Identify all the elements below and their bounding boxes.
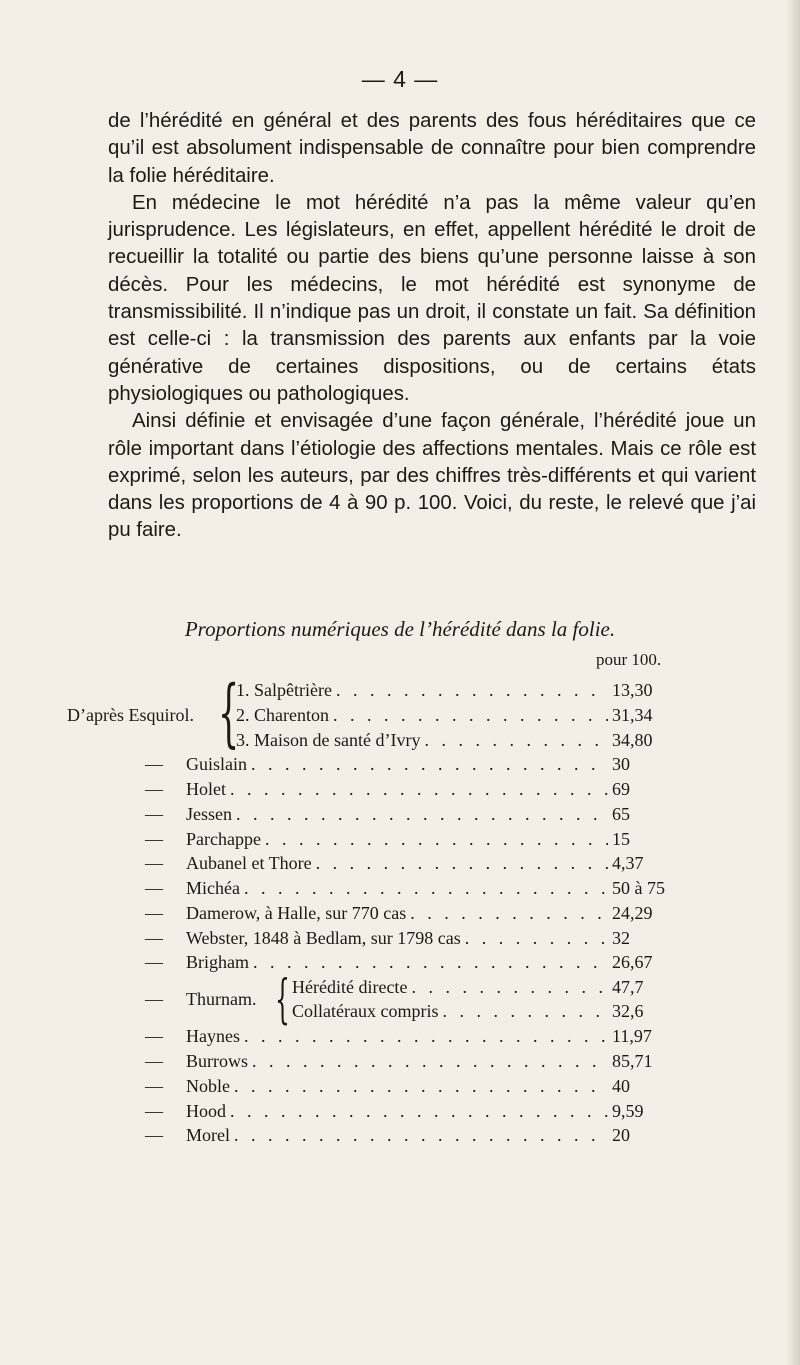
- row-value: 69: [612, 779, 630, 799]
- ditto-dash: —: [145, 829, 163, 849]
- row-value: 50 à 75: [612, 878, 665, 898]
- table-row: [0, 705, 800, 729]
- table-row: [0, 1125, 800, 1149]
- row-label: Guislain: [186, 754, 247, 774]
- table-row: [0, 804, 800, 828]
- ditto-dash: —: [145, 1026, 163, 1046]
- row-label: Haynes: [186, 1026, 240, 1046]
- row-value: 40: [612, 1076, 630, 1096]
- row-label: Jessen: [186, 804, 232, 824]
- row-value: 34,80: [612, 730, 653, 750]
- row-value: 31,34: [612, 705, 653, 725]
- row-value: 32,6: [612, 1001, 644, 1021]
- ditto-dash: —: [145, 1125, 163, 1145]
- table-caption: Proportions numériques de l’hérédité dans la folie.: [184, 617, 616, 641]
- row-value: 65: [612, 804, 630, 824]
- ditto-dash: —: [145, 928, 163, 948]
- row-value: 11,97: [612, 1026, 652, 1046]
- row-value: 32: [612, 928, 630, 948]
- row-value: 4,37: [612, 853, 644, 873]
- row-label: Morel: [186, 1125, 230, 1145]
- table-row: [0, 928, 800, 952]
- table-row: [0, 977, 800, 1001]
- table-row: [0, 952, 800, 976]
- table-row: [0, 1026, 800, 1050]
- row-label: Hérédité directe: [292, 977, 408, 997]
- table-row: [0, 680, 800, 704]
- row-label: 2. Charenton: [236, 705, 329, 725]
- table-row: [0, 853, 800, 877]
- row-value: 9,59: [612, 1101, 644, 1121]
- row-label: Parchappe: [186, 829, 261, 849]
- unit-header: pour 100.: [596, 650, 662, 669]
- ditto-dash: —: [145, 878, 163, 898]
- paragraph-3: Ainsi définie et envisagée d’une façon générale, l’hérédité joue un rôle important dans l’étiologie des affections mentales. Mais ce rôle est exprimé, selon les auteurs, par des chiffres très-différents et qui varient dans les proportions de 4 à 90 p. 100. Voici, du reste, le relevé que j’ai pu faire.: [108, 410, 756, 542]
- table-row: [0, 779, 800, 803]
- page-number: — 4 —: [361, 66, 439, 92]
- page-edge-shadow: [786, 0, 800, 1365]
- table-row: [0, 1001, 800, 1025]
- row-label: Damerow, à Halle, sur 770 cas: [186, 903, 407, 923]
- ditto-dash: —: [145, 1051, 163, 1071]
- ditto-dash: —: [145, 754, 163, 774]
- ditto-dash: —: [145, 903, 163, 923]
- ditto-dash: —: [145, 779, 163, 799]
- ditto-dash: —: [145, 1076, 163, 1096]
- ditto-dash: —: [145, 952, 163, 972]
- paragraph-1: de l’hérédité en général et des parents des fous héréditaires que ce qu’il est absolument indispensable de connaître pour bien comprendre la folie héréditaire.: [108, 110, 756, 187]
- row-label: 3. Maison de santé d’Ivry: [236, 730, 421, 750]
- ditto-dash: —: [145, 853, 163, 873]
- row-label: Aubanel et Thore: [186, 853, 312, 873]
- esquirol-brace: {: [218, 670, 240, 756]
- paragraph-2: En médecine le mot hérédité n’a pas la même valeur qu’en jurisprudence. Les législateurs, en effet, appellent hérédité le droit de recueillir la totalité ou partie des biens qu’une personne laisse à son décès. Pour les médecins, le mot hérédité est synonyme de transmissibilité. Il n’indique pas un droit, il constate un fait. Sa définition est celle-ci : la transmission des parents aux enfants par la voie générative de certaines dispositions, ou de certains états physiologiques ou pathologiques.: [108, 191, 756, 405]
- row-label: Michéa: [186, 878, 240, 898]
- thurnam-name: Thurnam.: [186, 989, 257, 1009]
- row-label: 1. Salpêtrière: [236, 680, 332, 700]
- row-value: 13,30: [612, 680, 653, 700]
- row-label: Webster, 1848 à Bedlam, sur 1798 cas: [186, 928, 461, 948]
- table-row: [0, 1101, 800, 1125]
- table-row: [0, 754, 800, 778]
- row-label: Hood: [186, 1101, 226, 1121]
- table-row: [0, 730, 800, 754]
- table-row: [0, 878, 800, 902]
- ditto-dash: —: [145, 1101, 163, 1121]
- table-row: [0, 1076, 800, 1100]
- row-value: 85,71: [612, 1051, 653, 1071]
- table-row: [0, 903, 800, 927]
- ditto-dash: —: [145, 804, 163, 824]
- row-label: Brigham: [186, 952, 249, 972]
- esquirol-prefix: D’après Esquirol.: [67, 705, 194, 725]
- thurnam-brace: {: [275, 970, 290, 1030]
- row-value: 15: [612, 829, 630, 849]
- row-label: Noble: [186, 1076, 230, 1096]
- row-label: Burrows: [186, 1051, 248, 1071]
- table-row: [0, 829, 800, 853]
- table-row: [0, 1051, 800, 1075]
- row-label: Holet: [186, 779, 226, 799]
- row-value: 30: [612, 754, 630, 774]
- row-label: Collatéraux compris: [292, 1001, 439, 1021]
- ditto-dash: —: [145, 989, 163, 1009]
- row-value: 47,7: [612, 977, 644, 997]
- row-value: 24,29: [612, 903, 653, 923]
- row-value: 20: [612, 1125, 630, 1145]
- row-value: 26,67: [612, 952, 653, 972]
